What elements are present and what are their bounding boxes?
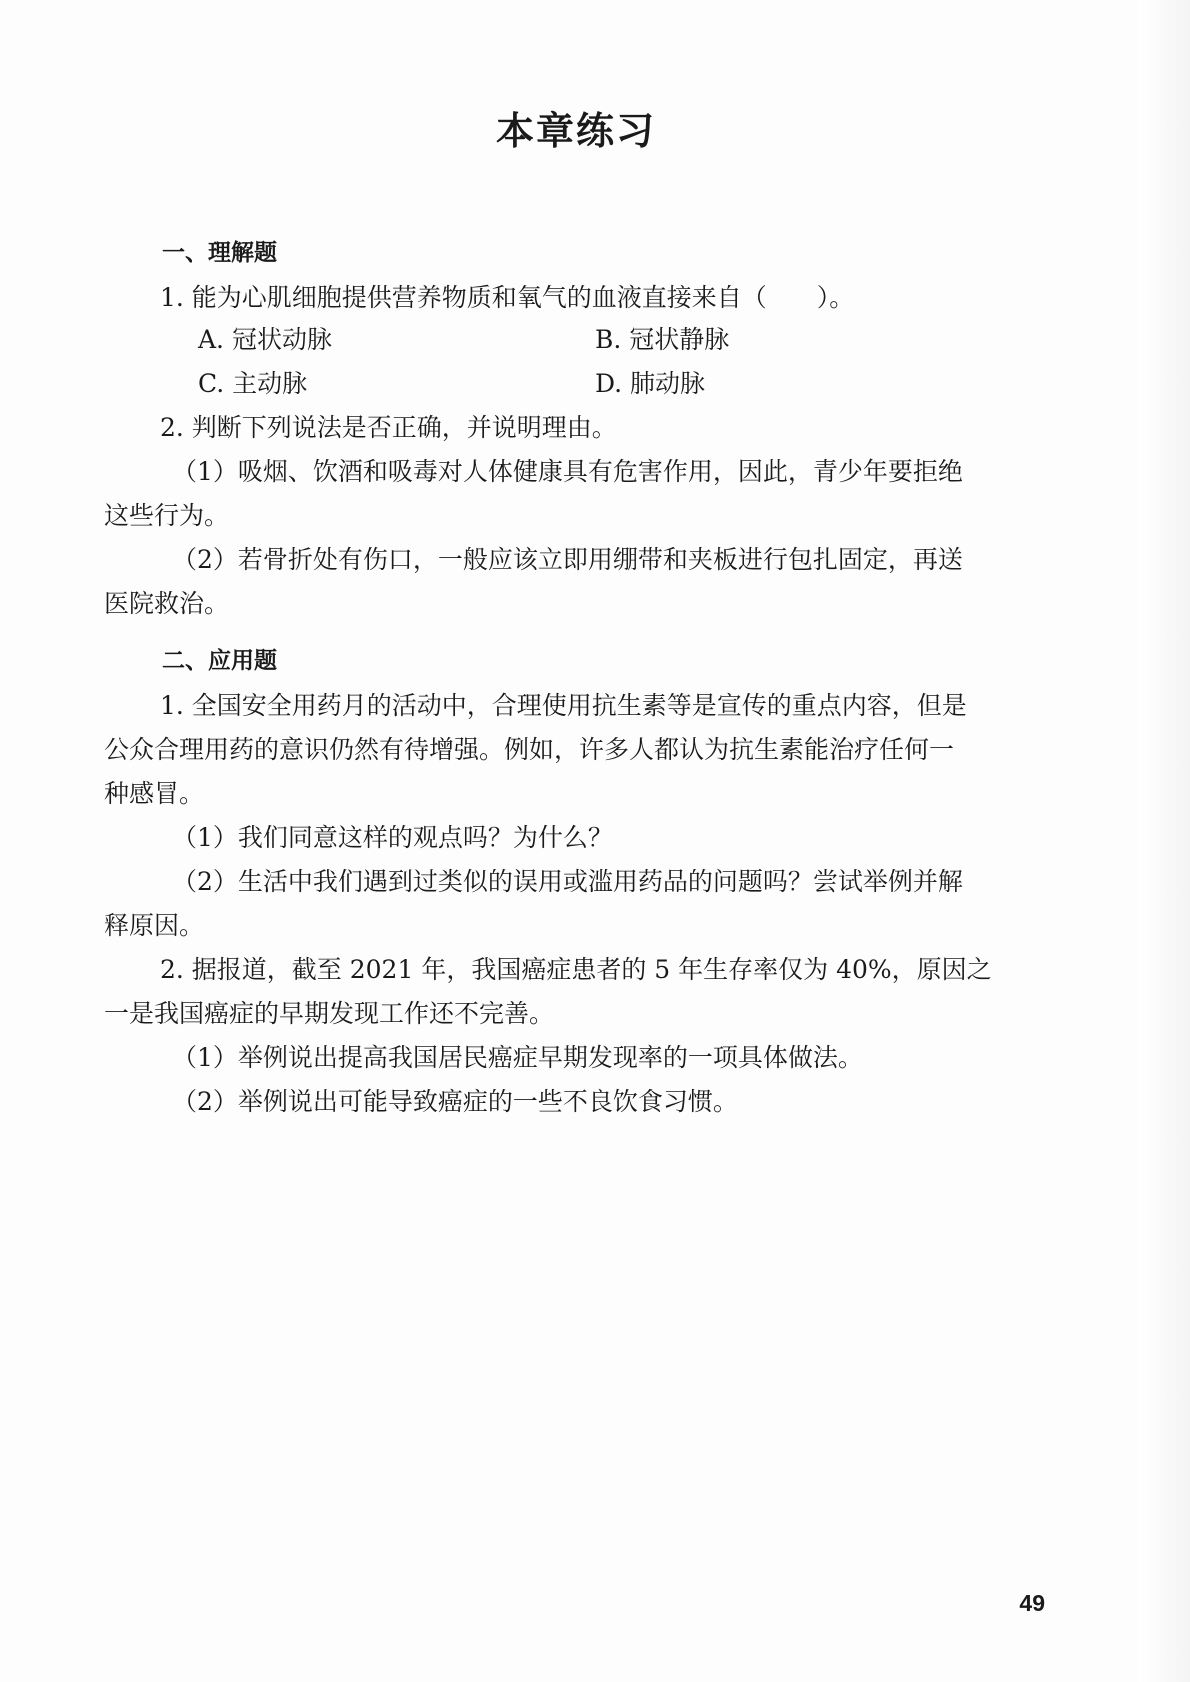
question-2-item-2-line-2: 医院救治。	[104, 589, 230, 618]
page-number: 49	[1019, 1590, 1045, 1616]
question-2-stem: 2. 判断下列说法是否正确，并说明理由。	[160, 413, 617, 442]
page-title: 本章练习	[495, 109, 656, 153]
app-question-1-item-2-line-1: （2）生活中我们遇到过类似的误用或滥用药品的问题吗？尝试举例并解	[172, 867, 963, 896]
option-c: C. 主动脉	[198, 369, 308, 398]
question-2-item-1-line-1: （1）吸烟、饮酒和吸毒对人体健康具有危害作用，因此，青少年要拒绝	[172, 457, 963, 486]
question-2-item-1-line-2: 这些行为。	[104, 501, 230, 530]
app-question-1-line-3: 种感冒。	[104, 779, 205, 808]
app-question-2-line-2: 一是我国癌症的早期发现工作还不完善。	[104, 999, 555, 1028]
option-b: B. 冠状静脉	[595, 325, 730, 354]
section-heading-comprehension: 一、理解题	[162, 240, 277, 266]
question-2-item-2-line-1: （2）若骨折处有伤口，一般应该立即用绷带和夹板进行包扎固定，再送	[172, 545, 963, 574]
app-question-1-line-2: 公众合理用药的意识仍然有待增强。例如，许多人都认为抗生素能治疗任何一	[104, 735, 955, 764]
section-heading-application: 二、应用题	[162, 648, 277, 674]
app-question-1-item-1: （1）我们同意这样的观点吗？为什么？	[172, 823, 613, 852]
option-a: A. 冠状动脉	[198, 325, 332, 354]
option-d: D. 肺动脉	[595, 369, 706, 398]
app-question-2-item-2: （2）举例说出可能导致癌症的一些不良饮食习惯。	[172, 1087, 738, 1116]
app-question-1-item-2-line-2: 释原因。	[104, 911, 205, 940]
question-1-stem: 1. 能为心肌细胞提供营养物质和氧气的血液直接来自（ ）。	[160, 283, 855, 312]
app-question-2-line-1: 2. 据报道，截至 2021 年，我国癌症患者的 5 年生存率仅为 40%，原因之	[160, 955, 992, 984]
app-question-1-line-1: 1. 全国安全用药月的活动中，合理使用抗生素等是宣传的重点内容，但是	[160, 691, 967, 720]
app-question-2-item-1: （1）举例说出提高我国居民癌症早期发现率的一项具体做法。	[172, 1043, 863, 1072]
page-edge-shadow	[1138, 0, 1190, 1682]
